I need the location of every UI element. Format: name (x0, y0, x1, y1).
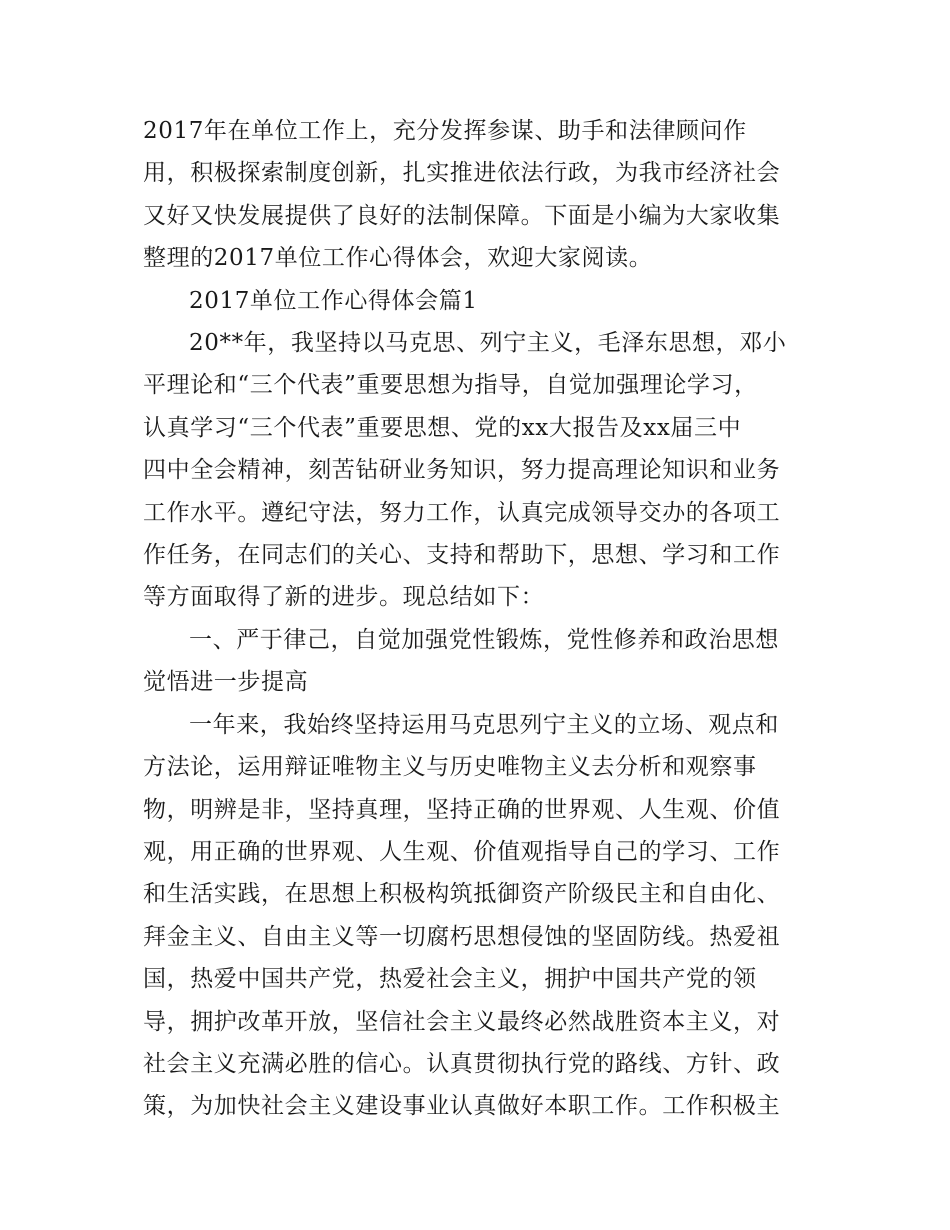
text-line: 观，用正确的世界观、人生观、价值观指导自己的学习、工作 (143, 838, 781, 865)
document-body (143, 110, 813, 1128)
text-line: 工作水平。遵纪守法，努力工作，认真完成领导交办的各项工 (143, 499, 781, 526)
text-line: 平理论和“三个代表”重要思想为指导，自觉加强理论学习， (143, 372, 758, 399)
text-line: 策，为加快社会主义建设事业认真做好本职工作。工作积极主 (143, 1093, 781, 1120)
text-line: 国，热爱中国共产党，热爱社会主义，拥护中国共产党的领 (143, 966, 757, 993)
text-line: 2017年在单位工作上，充分发挥参谋、助手和法律顾问作 (143, 118, 747, 144)
section-heading (143, 280, 813, 322)
text-line: 和生活实践，在思想上积极构筑抵御资产阶级民主和自由化、 (143, 881, 781, 908)
subheading-paragraph (143, 619, 813, 704)
body-paragraph-2 (143, 704, 813, 1128)
intro-paragraph (143, 110, 813, 280)
text-line: 整理的2017单位工作心得体会，欢迎大家阅读。 (143, 245, 653, 272)
text-line: 一年来，我始终坚持运用马克思列宁主义的立场、观点和 (189, 711, 779, 738)
body-paragraph-1 (143, 322, 813, 619)
text-line: 等方面取得了新的进步。现总结如下： (143, 584, 545, 611)
heading-line: 2017单位工作心得体会篇1 (189, 287, 478, 314)
text-line: 导，拥护改革开放，坚信社会主义最终必然战胜资本主义，对 (143, 1008, 781, 1035)
text-line: 物，明辨是非，坚持真理，坚持正确的世界观、人生观、价值 (143, 796, 781, 823)
text-line: 20**年，我坚持以马克思、列宁主义，毛泽东思想，邓小 (189, 330, 787, 357)
text-line: 一、严于律己，自觉加强党性锻炼，党性修养和政治思想 (189, 626, 779, 653)
text-line: 四中全会精神，刻苦钻研业务知识，努力提高理论知识和业务 (143, 457, 781, 484)
text-line: 方法论，运用辩证唯物主义与历史唯物主义去分析和观察事 (143, 754, 757, 781)
text-line: 认真学习“三个代表”重要思想、党的xx大报告及xx届三中 (143, 414, 742, 441)
text-line: 用，积极探索制度创新，扎实推进依法行政，为我市经济社会 (143, 160, 781, 187)
text-line: 拜金主义、自由主义等一切腐朽思想侵蚀的坚固防线。热爱祖 (143, 923, 781, 950)
text-line: 社会主义充满必胜的信心。认真贯彻执行党的路线、方针、政 (143, 1050, 781, 1077)
text-line: 作任务，在同志们的关心、支持和帮助下，思想、学习和工作 (143, 542, 781, 569)
text-line: 觉悟进一步提高 (143, 669, 309, 696)
text-line: 又好又快发展提供了良好的法制保障。下面是小编为大家收集 (143, 202, 781, 229)
